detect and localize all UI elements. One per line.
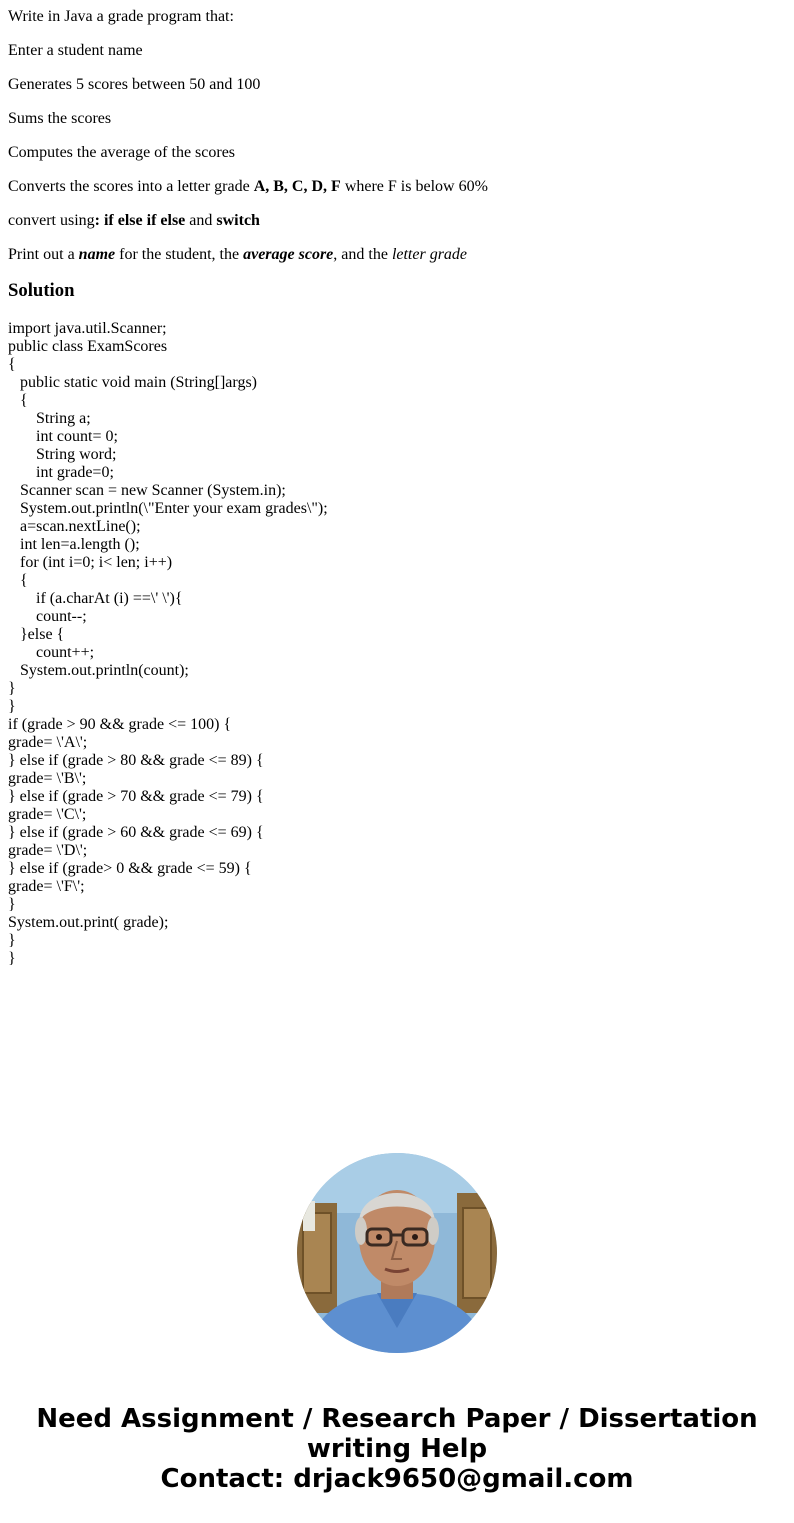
- question-line: [8, 246, 786, 264]
- question-line: Sums the scores: [8, 110, 112, 127]
- code-line: }: [8, 932, 16, 949]
- code-line: } else if (grade > 80 && grade <= 89) {: [8, 752, 264, 769]
- code-line: import java.util.Scanner;: [8, 320, 167, 337]
- code-line: System.out.print( grade);: [8, 914, 169, 931]
- code-line: }else {: [8, 626, 65, 643]
- text-run: :: [94, 212, 100, 229]
- switch-keyword: switch: [216, 212, 260, 229]
- text-run: for the student, the: [115, 246, 244, 263]
- question-line: [8, 212, 786, 230]
- if-else-keyword: if else if else: [99, 212, 186, 229]
- solution-code: [8, 320, 786, 968]
- code-line: a=scan.nextLine();: [8, 518, 141, 535]
- question-line: [8, 178, 786, 196]
- code-line: for (int i=0; i< len; i++): [8, 554, 173, 571]
- code-line: System.out.println(count);: [8, 662, 189, 679]
- question-line: Generates 5 scores between 50 and 100: [8, 76, 261, 93]
- text-run: convert using: [8, 212, 95, 229]
- code-line: }: [8, 950, 16, 967]
- code-line: }: [8, 680, 16, 697]
- code-line: {: [8, 356, 16, 373]
- code-line: System.out.println(\"Enter your exam grades\");: [8, 500, 328, 517]
- footer-line: writing Help: [306, 1434, 488, 1464]
- code-line: }: [8, 896, 16, 913]
- name-emphasis: name: [78, 246, 116, 263]
- code-line: public static void main (String[]args): [8, 374, 257, 391]
- code-line: count--;: [8, 608, 87, 625]
- text-run: , and the: [333, 246, 392, 263]
- contact-footer: [0, 1404, 794, 1494]
- code-line: public class ExamScores: [8, 338, 168, 355]
- code-line: {: [8, 572, 28, 589]
- text-run: Converts the scores into a letter grade: [8, 178, 254, 195]
- letter-grade-emphasis: letter grade: [391, 246, 468, 263]
- question-line: Enter a student name: [8, 42, 143, 59]
- code-line: grade= \'B\';: [8, 770, 87, 787]
- contact-email: Contact: drjack9650@gmail.com: [160, 1464, 634, 1494]
- code-line: grade= \'A\';: [8, 734, 88, 751]
- text-run: where F is below 60%: [340, 178, 488, 195]
- author-avatar: [297, 1153, 497, 1353]
- code-line: } else if (grade > 70 && grade <= 79) {: [8, 788, 264, 805]
- code-line: grade= \'F\';: [8, 878, 85, 895]
- code-line: }: [8, 698, 16, 715]
- average-emphasis: average score: [243, 246, 334, 263]
- code-line: String word;: [8, 446, 117, 463]
- question-content: [8, 0, 786, 968]
- text-run: and: [185, 212, 217, 229]
- solution-heading: Solution: [8, 280, 75, 301]
- code-line: if (a.charAt (i) ==\' \'){: [8, 590, 183, 607]
- code-line: {: [8, 392, 28, 409]
- code-line: count++;: [8, 644, 95, 661]
- avatar-portrait-image: [297, 1153, 497, 1353]
- code-line: grade= \'D\';: [8, 842, 88, 859]
- code-line: String a;: [8, 410, 91, 427]
- code-line: int grade=0;: [8, 464, 114, 481]
- code-line: Scanner scan = new Scanner (System.in);: [8, 482, 286, 499]
- code-line: int len=a.length ();: [8, 536, 140, 553]
- footer-line: Need Assignment / Research Paper / Dissertation: [36, 1404, 758, 1434]
- code-line: } else if (grade > 60 && grade <= 69) {: [8, 824, 264, 841]
- code-line: int count= 0;: [8, 428, 118, 445]
- code-line: if (grade > 90 && grade <= 100) {: [8, 716, 232, 733]
- code-line: } else if (grade> 0 && grade <= 59) {: [8, 860, 252, 877]
- question-line: Write in Java a grade program that:: [8, 8, 234, 25]
- text-run: Print out a: [8, 246, 79, 263]
- question-line: Computes the average of the scores: [8, 144, 236, 161]
- letter-grades: A, B, C, D, F: [253, 178, 341, 195]
- code-line: grade= \'C\';: [8, 806, 87, 823]
